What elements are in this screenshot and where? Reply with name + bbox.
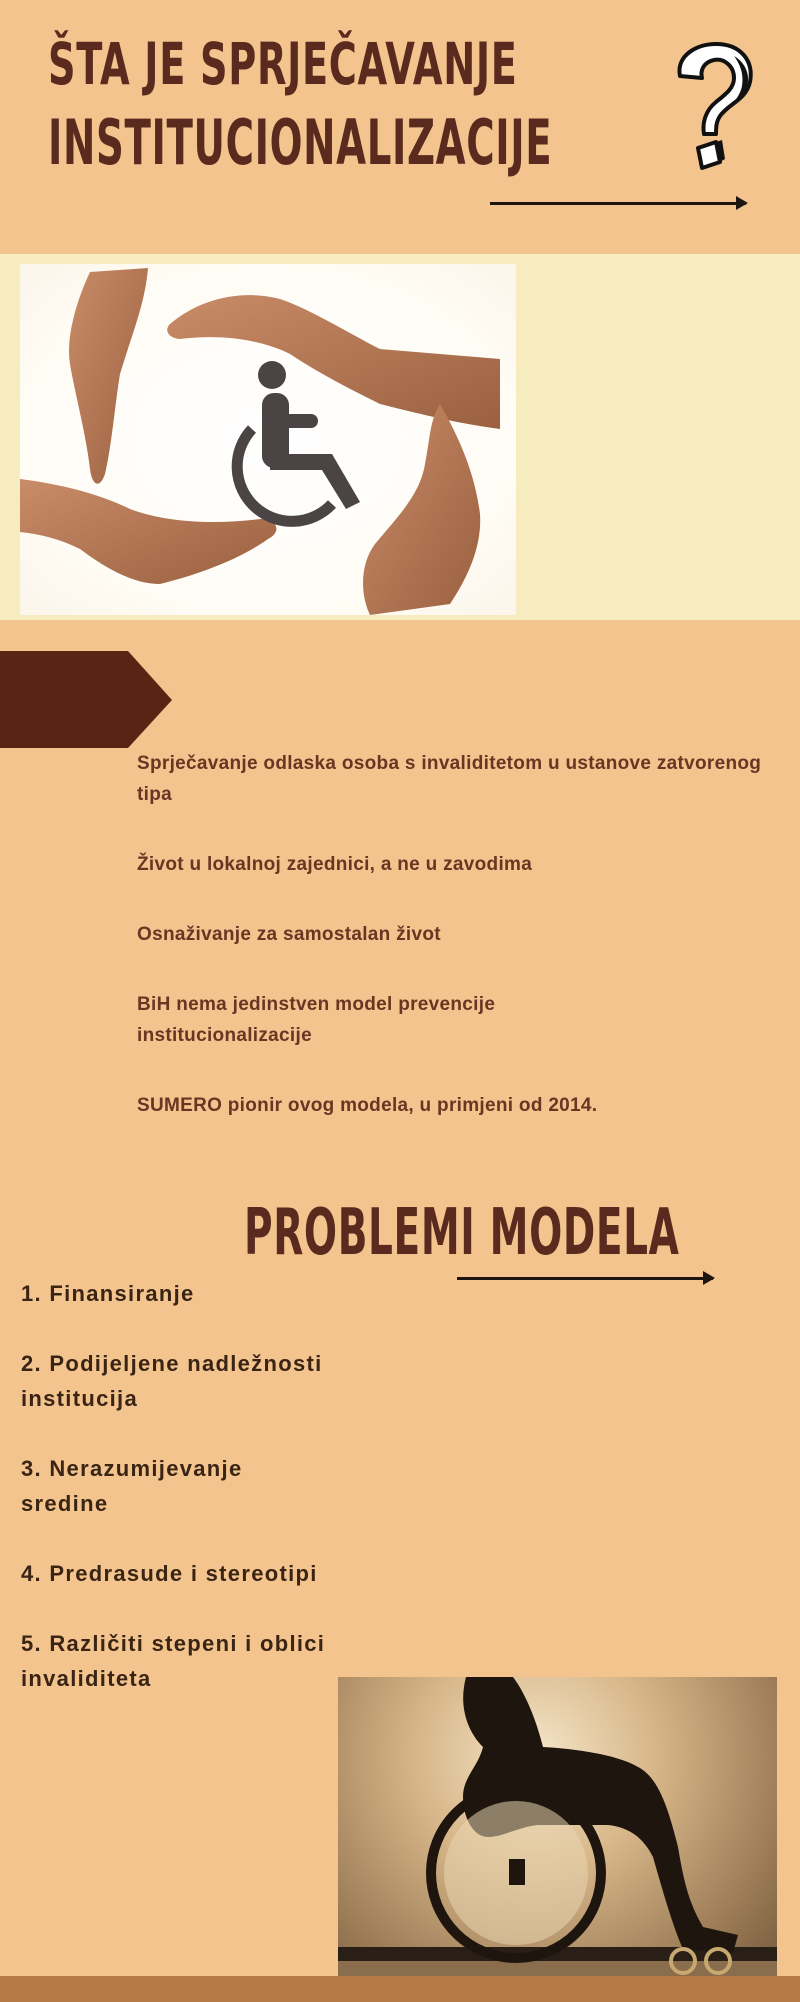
problems-list (21, 1276, 441, 1696)
page-title-line-1: ŠTA JE SPRJEČAVANJE (48, 30, 518, 98)
wheelchair-silhouette-photo (338, 1677, 777, 1993)
problems-arrow-icon (457, 1277, 713, 1280)
problem-item: 5. Različiti stepeni i oblici invaliditeta (21, 1631, 326, 1691)
problem-item: 2. Podijeljene nadležnosti institucija (21, 1351, 323, 1411)
key-point: Sprječavanje odlaska osoba s invaliditetom u ustanove zatvorenog tipa (137, 753, 762, 805)
hands-illustration (20, 264, 516, 615)
section-chevron-marker (0, 651, 172, 748)
key-point: Osnaživanje za samostalan život (137, 924, 441, 945)
key-point: BiH nema jedinstven model prevencije institucionalizacije (137, 994, 496, 1046)
footer-bar (0, 1976, 800, 2002)
problems-heading: PROBLEMI MODELA (244, 1196, 680, 1270)
question-mark-icon (668, 38, 758, 173)
header-arrow-icon (490, 202, 746, 205)
hands-image (20, 264, 516, 615)
problem-item: 1. Finansiranje (21, 1281, 195, 1306)
wheelchair-icon (237, 361, 360, 521)
wheelchair-silhouette-icon (338, 1677, 777, 1993)
key-point: Život u lokalnoj zajednici, a ne u zavodima (137, 854, 533, 875)
page-title-line-2: INSTITUCIONALIZACIJE (48, 106, 553, 179)
problem-item: 3. Nerazumijevanje sredine (21, 1456, 243, 1516)
key-point: SUMERO pionir ovog modela, u primjeni od 2014. (137, 1095, 598, 1116)
problem-item: 4. Predrasude i stereotipi (21, 1561, 318, 1586)
key-points-list (137, 748, 787, 1121)
